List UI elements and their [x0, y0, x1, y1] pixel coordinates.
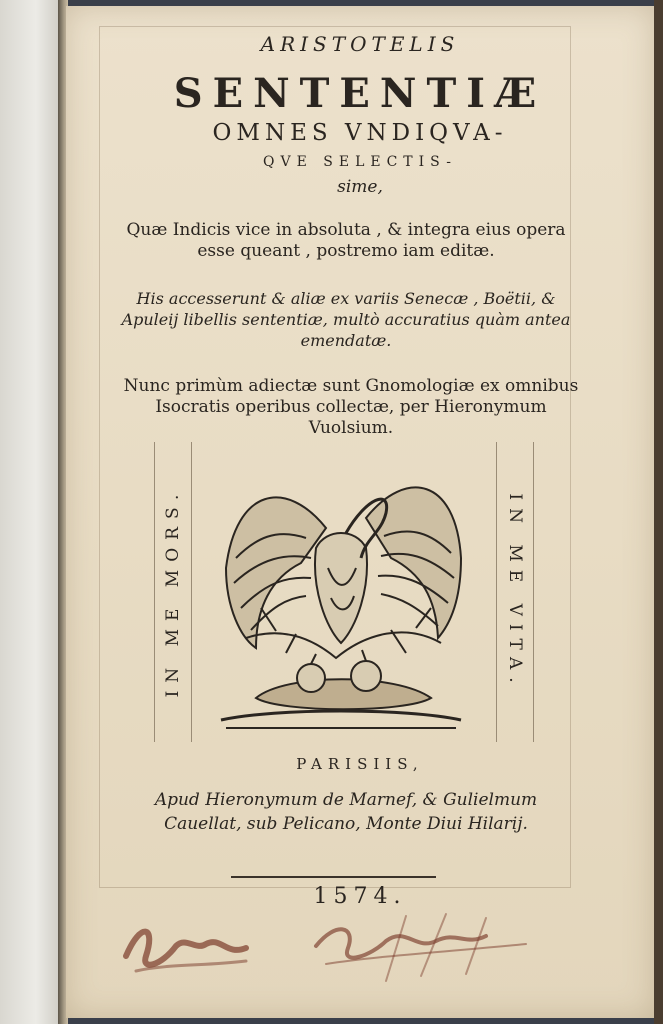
- motto-left: IN ME MORS.: [163, 486, 183, 698]
- title-line-4: sime,: [337, 177, 383, 197]
- motto-right-border: [496, 442, 534, 742]
- imprint-publisher: Apud Hieronymum de Marnef, & Gulielmum Cauellat, sub Pelicano, Monte Diui Hilarij.: [154, 790, 538, 834]
- title-line-2: OMNES VNDIQVA-: [212, 120, 508, 146]
- divider-rule: [231, 876, 436, 878]
- book-edge: [654, 0, 663, 1024]
- facing-page: [0, 0, 62, 1024]
- imprint-place: PARISIIS,: [296, 755, 424, 773]
- title-line-3: QVE SELECTIS-: [263, 154, 457, 170]
- book-title: SENTENTIÆ: [173, 70, 547, 117]
- publication-year: 1574.: [313, 884, 407, 909]
- title-page: [66, 6, 654, 1018]
- motto-right: IN ME VITA.: [505, 493, 525, 691]
- motto-left-border: [154, 442, 192, 742]
- gnomologia-text: Nunc primùm adiectæ sunt Gnomologiæ ex omnibus Isocratis operibus collectæ, per Hieronymum Vuolsium.: [123, 376, 579, 438]
- addition-text: His accesserunt & aliæ ex variis Senecæ , Boëtii, & Apuleij libellis sententiæ, multò accuratius quàm antea emendatæ.: [121, 289, 571, 350]
- signature-icon: [86, 886, 546, 1006]
- description-text: Quæ Indicis vice in absoluta , & integra eius opera esse queant , postremo iam editæ.: [126, 220, 566, 261]
- pelican-emblem-icon: [216, 458, 466, 733]
- author-name: ARISTOTELIS: [260, 32, 460, 56]
